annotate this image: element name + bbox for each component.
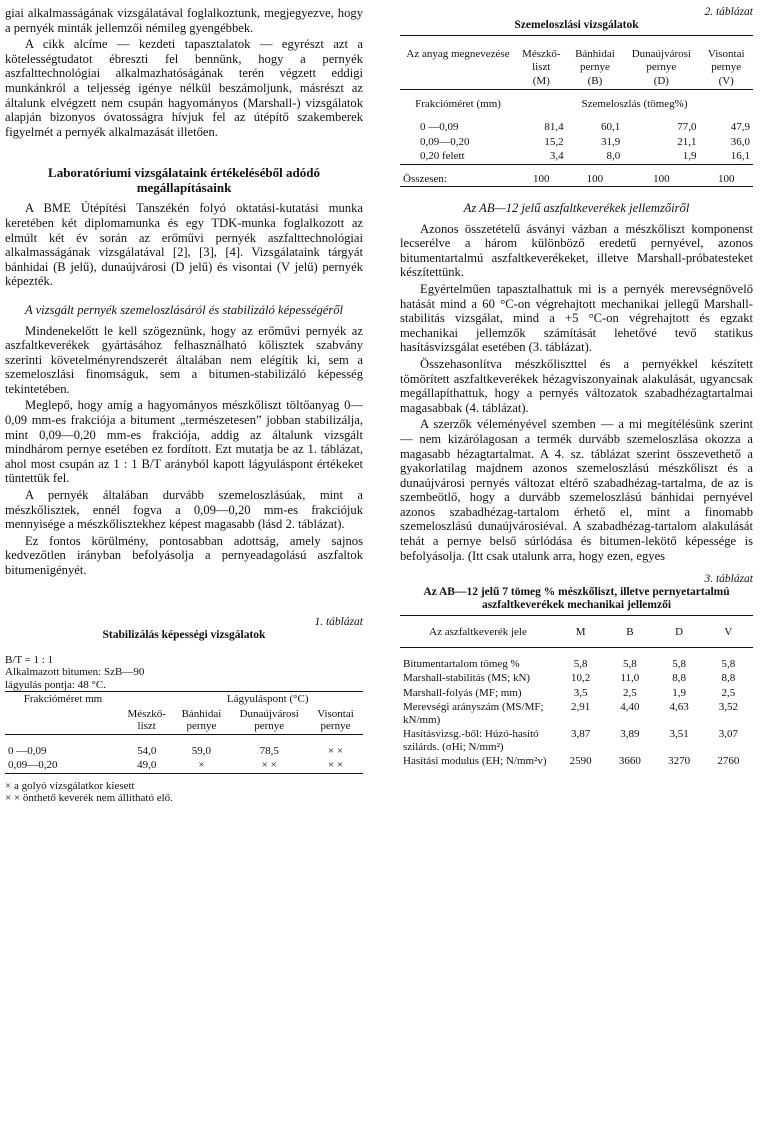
table-1-meta-softening: lágyulás pontja: 48 °C.: [5, 678, 106, 691]
table-cell: 100: [586, 172, 604, 185]
table-cell: Összesen:: [403, 172, 447, 185]
table-row: [400, 671, 753, 686]
table-2-grid: [400, 35, 753, 187]
table-cell: Hasításvizsg.-ből: Húzó-hasító szilárds. (σHi; N/mm²): [403, 728, 539, 753]
table-row: [400, 647, 753, 671]
table-cell: 4,63: [669, 701, 689, 714]
right-column: [400, 6, 753, 769]
table-cell: 100: [533, 172, 550, 185]
table-cell: 100: [717, 172, 735, 185]
table-cell: 31,9: [601, 135, 621, 148]
left-paragraph-7: Ez fontos körülmény, pontosabban adottság, amely sajnos kedvezőtlen irányban befolyásolja a pernyeadagolású aszfaltok bitumenigényét.: [5, 533, 363, 577]
table-cell: 8,8: [721, 672, 736, 685]
table-cell: 3,5: [573, 686, 588, 699]
table-3-col-name: Az aszfaltkeverék jele: [429, 626, 527, 639]
table-cell: 0 —0,09: [420, 121, 459, 133]
table-2-code-m: (M): [532, 75, 550, 87]
table-cell: 5,8: [623, 657, 637, 670]
table-cell: × ×: [327, 744, 344, 757]
table-2-frakcio-label: Frakcióméret (mm): [415, 97, 501, 110]
table-2: [400, 6, 753, 187]
table-2-col-dunaujvarosi: Dunaújvárosi pernye: [631, 48, 691, 73]
left-paragraph-6: A pernyék általában durvább szemeloszlásúak, mint a mészkőlisztek, ennél fogva a 0,09—0,20 mm-es frakciójuk mennyisége a mészkőlisztekhez képest magasabb (lásd 2. táblázat).: [5, 488, 363, 532]
table-cell: 2,5: [721, 686, 736, 699]
table-3-col-v: V: [724, 626, 733, 639]
table-cell: 11,0: [620, 672, 640, 685]
left-paragraph-4: Mindenekelőtt le kell szögeznünk, hogy az erőművi pernyék az aszfaltkeverékek gyártásához felhasználható kőlisztek szabvány szerinti követelményrendszerét általában nem elégítik ki, sem a szemeloszlási finomságuk, sem a bitumen-stabilizáló képesség tekintetében.: [5, 323, 363, 396]
table-cell: Marshall-stabilitás (MS; kN): [403, 672, 531, 685]
table-3-number: 3. táblázat: [704, 573, 753, 586]
table-row: [5, 734, 363, 758]
table-row: [400, 111, 753, 135]
table-cell: Merevségi arányszám (MS/MF; kN/mm): [403, 701, 544, 726]
table-cell: 47,9: [730, 121, 750, 133]
table-1-meta-bitumen: Alkalmazott bitumen: SzB—90: [5, 666, 145, 679]
table-cell: 8,8: [672, 672, 686, 685]
table-1-note-1: × a golyó vizsgálatkor kiesett: [5, 779, 135, 792]
table-cell: Hasítási modulus (EH; N/mm²v): [403, 755, 547, 768]
table-cell: 21,1: [677, 135, 697, 148]
table-cell: 5,8: [573, 657, 588, 670]
table-cell: 2,91: [571, 701, 591, 714]
table-cell: × ×: [261, 759, 277, 772]
table-cell: 15,2: [544, 135, 564, 148]
table-1-title: Stabilizálás képességi vizsgálatok: [102, 628, 266, 641]
table-row: [400, 700, 753, 727]
table-cell: 60,1: [601, 121, 621, 133]
table-cell: 8,0: [606, 150, 621, 162]
table-row: [400, 135, 753, 150]
table-cell: 2760: [717, 755, 740, 768]
right-paragraph-4: A szerzők véleményével szemben — a mi megítélésünk szerint — nem kizárólagosan a termék durvább szemeloszlása okozza a magasabb hézagtartalmat. A 4. sz. táblázat szerint összevethető a gyakorlatilag majdnem azonos szemeloszlású mészkőliszt és a dunaújvárosi pernyés változat eltérő szabadhézag-tartalma, de az is szembeötlő, hogy a durvább szemeloszlású bánhidai pernyével azonos szabadhézag-tartalom érhető el, mint a finomabb szemeloszlású dunaújvárosiéval. A szabadhézag-tartalom alakulását tehát a pernye belső súrlódása és bitumen-lekötő képessége is befolyásolja. (Itt csak utalunk arra, hogy ezen, egyes: [400, 417, 753, 563]
table-1-grid: [5, 691, 363, 774]
table-2-total-row: [400, 164, 753, 187]
left-paragraph-1: giai alkalmasságának vizsgálatával foglalkoztunk, megjegyezve, hogy a pernyék minták jellemzői némileg gyengébbek.: [5, 6, 363, 35]
table-cell: 5,8: [721, 657, 736, 670]
table-cell: 5,8: [672, 657, 686, 670]
table-2-number: 2. táblázat: [704, 6, 753, 18]
table-cell: 49,0: [137, 759, 157, 772]
table-row: [400, 686, 753, 701]
table-cell: 0 —0,09: [8, 744, 47, 757]
table-3-grid: [400, 615, 753, 769]
table-1-col-meszkoliszt: Mészkő-liszt: [127, 707, 166, 733]
table-cell: Marshall-folyás (MF; mm): [403, 686, 522, 699]
right-paragraph-2: Egyértelműen tapasztalhattuk mi is a pernyék merevségnövelő hatását mind a 60 °C-on végrehajtott mechanikai jellegű Marshall-stabilitás vizsgálat, mind a +5 °C-on végrehajtott és egzakt mechanikai jellemzők számítását lehetővé tevő statikus hasításvizsgálat esetében (3. táblázat).: [400, 281, 753, 355]
table-2-col-anyag: Az anyag megnevezése: [406, 48, 510, 60]
table-cell: ×: [198, 759, 205, 772]
table-1-col-dunaujvarosi: Dunaújvárosi pernye: [239, 707, 299, 733]
table-cell: 3,87: [571, 728, 591, 741]
table-3-col-m: M: [575, 626, 586, 639]
table-2-col-banhidai: Bánhidai pernye: [575, 48, 615, 73]
left-paragraph-5: Meglepő, hogy amíg a hagyományos mészkőliszt töltőanyag 0—0,09 mm-es frakciója a bitument „természetesen” jobban stabilizálja, mint 0,09—0,20 mm-es frakciója, addig az általunk vizsgált mindhárom pernye esetében ez fordított. Ezt mutatja be az 1. táblázat, ahol most csupán az 1 : 1 B/T arányból kapott lágyuláspont értékeket tüntettük fel.: [5, 398, 363, 486]
table-2-code-b: (B): [587, 75, 603, 87]
table-cell: 59,0: [191, 744, 212, 757]
table-3-col-b: B: [626, 626, 634, 639]
table-row: [5, 758, 363, 773]
table-cell: 3,4: [549, 150, 564, 162]
table-cell: 0,09—0,20: [8, 759, 58, 772]
table-cell: 3,07: [718, 728, 738, 741]
table-row: [400, 727, 753, 754]
left-column: [5, 6, 363, 805]
table-cell: 77,0: [677, 121, 697, 133]
table-2-code-d: (D): [653, 75, 669, 87]
table-cell: 3270: [668, 755, 691, 768]
table-cell: 1,9: [672, 686, 686, 699]
table-1-col-banhidai: Bánhidai pernye: [181, 707, 222, 733]
table-1-col-group: Lágyuláspont (°C): [226, 693, 309, 706]
table-cell: 3,51: [669, 728, 689, 741]
table-3-title: Az AB—12 jelű 7 tömeg % mészkőliszt, illetve pernyetartalmú aszfaltkeverékek mechanikai jellemzői: [423, 586, 730, 612]
table-cell: 4,40: [620, 701, 640, 714]
table-1-note-2: × × önthető keverék nem állítható elő.: [5, 792, 173, 805]
right-paragraph-1: Azonos összetételű ásványi vázban a mészkőliszt komponenst lecserélve a három különböző eredetű pernyével, azonos bitumentartalmú aszfaltkeverékeket, illetve Marshall-próbatesteket készítettünk.: [400, 221, 753, 280]
table-cell: 78,5: [259, 744, 279, 757]
table-cell: 54,0: [137, 744, 157, 757]
left-paragraph-2: A cikk alcíme — kezdeti tapasztalatok — egyrészt azt a kötelességtudatot ébreszti fel bennünk, hogy a pernyék aszfalttechnológiai alkalmazhatóságának terén végzett eddigi munkánkról a teljesség igénye nélkül beszámoljunk, másrészt az általunk elvégzett nem csupán hagyományos (Marshall-) vizsgálatok alapján bizonyos óvatosságra hívjuk fel az útépítő szakemberek figyelmét a pernyék alkalmazását illetően.: [5, 37, 363, 139]
table-cell: 10,2: [571, 672, 591, 685]
table-2-col-visontai: Visontai pernye: [707, 48, 745, 73]
table-cell: 3,52: [718, 701, 738, 714]
section-heading-ab12: Az AB—12 jelű aszfaltkeverékek jellemzőiről: [463, 201, 690, 215]
right-paragraph-3: Összehasonlítva mészkőliszttel és a pernyékkel készített tömörített aszfaltkeverékek hézagviszonyainak alakulását, ugyancsak megállapíthattuk, hogy a pernyés változatok szabadhézagtartalmai magasabbak (4. táblázat).: [400, 356, 753, 415]
table-cell: 3660: [618, 755, 641, 768]
table-cell: 36,0: [730, 135, 750, 148]
table-2-szemeloszlas-label: Szemeloszlás (tömeg%): [581, 97, 688, 110]
table-1-number: 1. táblázat: [314, 615, 363, 628]
table-cell: 1,9: [682, 150, 697, 162]
table-cell: 0,09—0,20: [420, 135, 470, 148]
table-cell: 81,4: [544, 121, 564, 133]
table-1-meta-bt: B/T = 1 : 1: [5, 653, 54, 666]
table-cell: 2590: [569, 755, 592, 768]
table-cell: 2,5: [623, 686, 637, 699]
section-heading-laboratory: Laboratóriumi vizsgálataink értékeléséből adódó megállapításaink: [48, 165, 320, 196]
table-row: [400, 149, 753, 164]
left-paragraph-3: A BME Útépítési Tanszékén folyó oktatási-kutatási munka keretében két diplomamunka és egy TDK-munka foglalkozott az elmúlt két év során az erőművi pernyék aszfalttechnológiai alkalmasságának vizsgálatával [2], [3], [4]. Vizsgálataink tárgyát bánhidai (B jelű), dunaújvárosi (D jelű) és visontai (V jelű) pernyék képezték.: [5, 201, 363, 289]
table-2-col-meszkoliszt: Mészkő-liszt: [522, 48, 561, 73]
table-cell: 16,1: [730, 150, 750, 162]
subsection-heading-grain: A vizsgált pernyék szemeloszlásáról és stabilizáló képességéről: [24, 302, 344, 317]
table-2-title: Szemeloszlási vizsgálatok: [514, 19, 639, 31]
table-row: [400, 754, 753, 769]
table-cell: Bitumentartalom tömeg %: [403, 657, 520, 670]
table-3-col-d: D: [675, 626, 684, 639]
table-1: [5, 616, 363, 805]
table-cell: 100: [653, 172, 670, 185]
table-1-col-visontai: Visontai pernye: [317, 707, 354, 733]
table-cell: × ×: [327, 759, 344, 772]
table-1-col-frakcio: Frakcióméret mm: [23, 693, 103, 706]
table-3: [400, 573, 753, 769]
table-2-code-v: (V): [718, 75, 734, 87]
table-cell: 3,89: [620, 728, 640, 741]
table-cell: 0,20 felett: [420, 150, 465, 162]
